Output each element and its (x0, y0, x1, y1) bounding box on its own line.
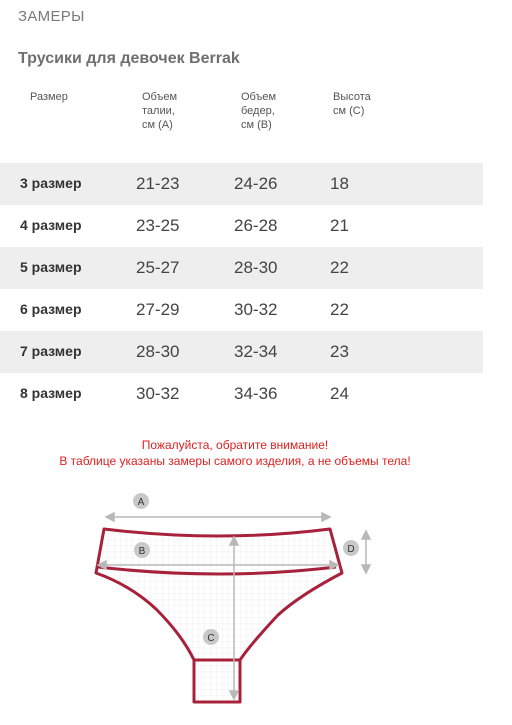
size-cell: 8 размер (20, 385, 82, 401)
table-row (0, 247, 483, 289)
page-heading: ЗАМЕРЫ (18, 8, 85, 25)
table-row (0, 289, 483, 331)
panties-outline (96, 529, 342, 702)
badge-d (343, 540, 359, 556)
height-cell: 21 (330, 216, 349, 235)
size-cell: 4 размер (20, 217, 82, 233)
column-header-height-line: Высота (333, 91, 371, 103)
waist-cell: 30-32 (136, 384, 180, 403)
column-header-waist (142, 90, 177, 132)
column-header-size (30, 90, 68, 104)
height-cell: 22 (330, 258, 349, 277)
waist-cell: 28-30 (136, 342, 180, 361)
waist-cell: 21-23 (136, 174, 180, 193)
column-header-waist-line: Объем (142, 91, 178, 103)
hips-cell: 24-26 (234, 174, 278, 193)
product-title: Трусики для девочек Berrak (18, 50, 240, 67)
height-cell: 23 (330, 342, 349, 361)
size-table (0, 163, 483, 415)
column-header-hips (241, 90, 276, 132)
table-row (0, 373, 483, 415)
badge-a (133, 493, 149, 509)
column-header-height-line: см (С) (333, 105, 365, 117)
waist-cell: 25-27 (136, 258, 180, 277)
badge-c-label: C (207, 633, 215, 644)
arrow-a (106, 513, 330, 521)
hips-cell: 28-30 (234, 258, 278, 277)
badge-b-label: B (138, 546, 146, 557)
column-header-size-label: Размер (30, 91, 68, 103)
size-cell: 5 размер (20, 259, 82, 275)
column-header-waist-line: см (А) (142, 119, 173, 131)
notice-line-1: Пожалуйста, обратите внимание! (141, 438, 329, 452)
table-row (0, 205, 483, 247)
hips-cell: 26-28 (234, 216, 278, 235)
badge-b (134, 542, 150, 558)
notice-line-2: В таблице указаны замеры самого изделия, а не объемы тела! (59, 454, 411, 468)
arrow-d (362, 531, 370, 573)
table-row (0, 331, 483, 373)
badge-c (203, 629, 219, 645)
hips-cell: 34-36 (234, 384, 278, 403)
hips-cell: 30-32 (234, 300, 278, 319)
table-row (0, 163, 483, 205)
size-cell: 6 размер (20, 301, 82, 317)
height-cell: 22 (330, 300, 349, 319)
column-header-waist-line: талии, (142, 105, 175, 117)
waist-cell: 27-29 (136, 300, 180, 319)
hips-cell: 32-34 (234, 342, 278, 361)
size-cell: 7 размер (20, 343, 82, 359)
column-header-hips-line: бедер, (241, 105, 275, 117)
column-header-hips-line: см (В) (241, 119, 272, 131)
column-header-height (333, 90, 371, 118)
size-cell: 3 размер (20, 175, 82, 191)
waist-cell: 23-25 (136, 216, 180, 235)
badge-d-label: D (347, 544, 355, 555)
measurement-diagram (90, 485, 390, 715)
height-cell: 24 (330, 384, 349, 403)
height-cell: 18 (330, 174, 349, 193)
column-header-hips-line: Объем (241, 91, 277, 103)
badge-a-label: A (137, 497, 145, 508)
